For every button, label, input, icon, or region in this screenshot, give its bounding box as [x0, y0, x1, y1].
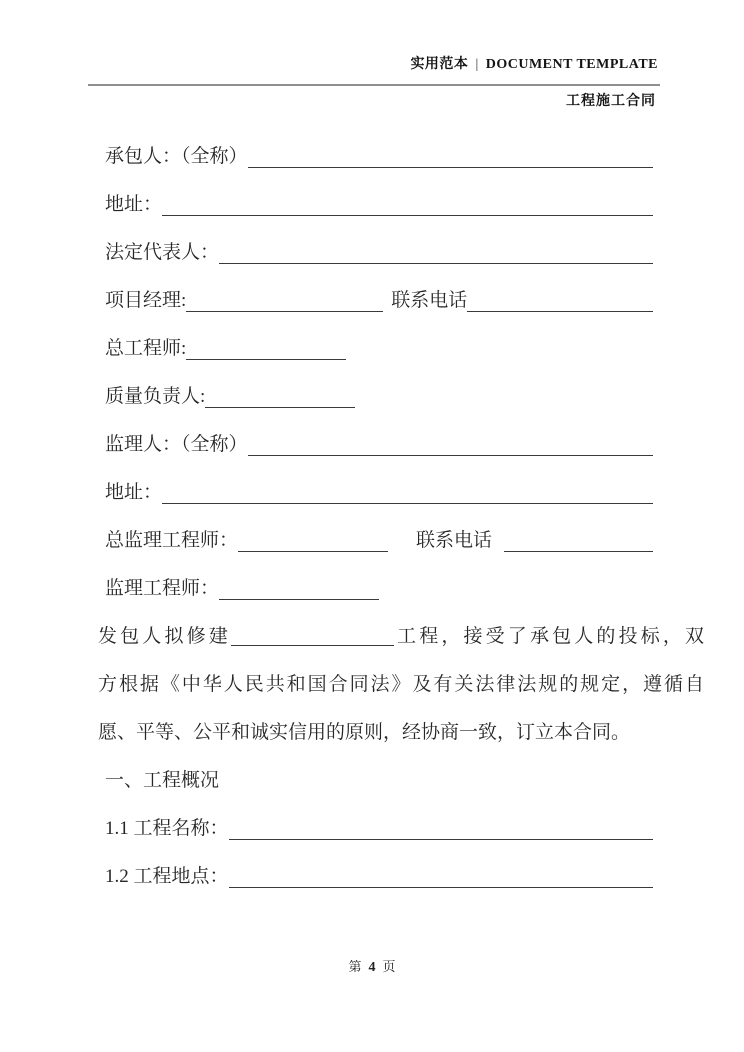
section-heading-project-overview — [0, 757, 744, 805]
field-contractor-address — [0, 181, 744, 229]
page-footer — [0, 956, 744, 976]
section-heading-project-overview-label: 一、工程概况 — [105, 770, 220, 791]
paragraph-line-1-label: 发包人拟修建 — [98, 626, 231, 647]
field-supervisor-name-label: 监理人：（全称） — [105, 434, 248, 455]
field-project-location-label: 1.2 工程地点： — [105, 866, 229, 887]
page-number-prefix: 第 — [348, 959, 362, 974]
field-contractor-address-label: 地址： — [105, 194, 163, 215]
field-supervisor-address — [0, 469, 744, 517]
field-project-manager-and-phone — [0, 277, 744, 325]
header-divider — [88, 84, 660, 86]
header-brand-zh: 实用范本 — [410, 57, 469, 72]
field-legal-representative-label: 法定代表人： — [105, 242, 220, 263]
page-number: 4 — [368, 960, 376, 975]
paragraph-line-2-label: 方根据《中华人民共和国合同法》及有关法律法规的规定，遵循自 — [98, 674, 704, 695]
paragraph-line-3-label: 愿、平等、公平和诚实信用的原则，经协商一致，订立本合同。 — [98, 722, 631, 743]
field-project-location-blank — [229, 853, 653, 888]
field-supervisor-name-blank — [248, 421, 653, 456]
field-project-name-blank — [229, 805, 653, 840]
page-number-suffix: 页 — [382, 959, 396, 974]
field-supervising-engineer-blank — [219, 565, 379, 600]
field-legal-representative-blank — [219, 229, 653, 264]
header-brand — [410, 53, 658, 73]
paragraph-line-1-label: 工程，接受了承包人的投标，双 — [393, 626, 704, 647]
field-chief-engineer-blank — [186, 325, 346, 360]
header-brand-en: DOCUMENT TEMPLATE — [485, 57, 658, 72]
paragraph-line-1 — [98, 613, 704, 661]
field-supervising-engineer-label: 监理工程师： — [105, 578, 220, 599]
field-contractor-name — [0, 133, 744, 181]
field-chief-supervising-engineer-and-phone-blank — [238, 517, 388, 552]
document-title: 工程施工合同 — [566, 94, 656, 109]
field-contractor-address-blank — [162, 181, 653, 216]
field-project-manager-and-phone-blank — [186, 277, 383, 312]
field-supervising-engineer — [0, 565, 744, 613]
paragraph-line-2 — [98, 661, 704, 709]
field-supervisor-name — [0, 421, 744, 469]
field-project-name-label: 1.1 工程名称： — [105, 818, 229, 839]
field-supervisor-address-label: 地址： — [105, 482, 163, 503]
field-quality-officer-blank — [205, 373, 355, 408]
field-project-manager-and-phone-blank — [467, 277, 653, 312]
field-quality-officer — [0, 373, 744, 421]
field-chief-engineer — [0, 325, 744, 373]
header-brand-separator: | — [475, 57, 479, 72]
field-contractor-name-label: 承包人：（全称） — [105, 146, 248, 167]
field-chief-supervising-engineer-and-phone-blank — [504, 517, 653, 552]
field-project-manager-and-phone-label: 联系电话 — [391, 290, 468, 311]
field-chief-supervising-engineer-and-phone-label: 总监理工程师： — [105, 530, 239, 551]
field-supervisor-address-blank — [162, 469, 653, 504]
field-chief-supervising-engineer-and-phone — [0, 517, 744, 565]
paragraph-line-1-blank — [231, 626, 394, 646]
doc-body — [0, 133, 744, 901]
field-legal-representative — [0, 229, 744, 277]
field-quality-officer-label: 质量负责人: — [105, 386, 206, 407]
field-project-manager-and-phone-label: 项目经理: — [105, 290, 187, 311]
field-chief-engineer-label: 总工程师: — [105, 338, 187, 359]
field-project-location — [0, 853, 744, 901]
paragraph-line-3 — [98, 709, 704, 757]
field-contractor-name-blank — [248, 133, 653, 168]
field-chief-supervising-engineer-and-phone-label: 联系电话 — [416, 530, 493, 551]
field-project-name — [0, 805, 744, 853]
